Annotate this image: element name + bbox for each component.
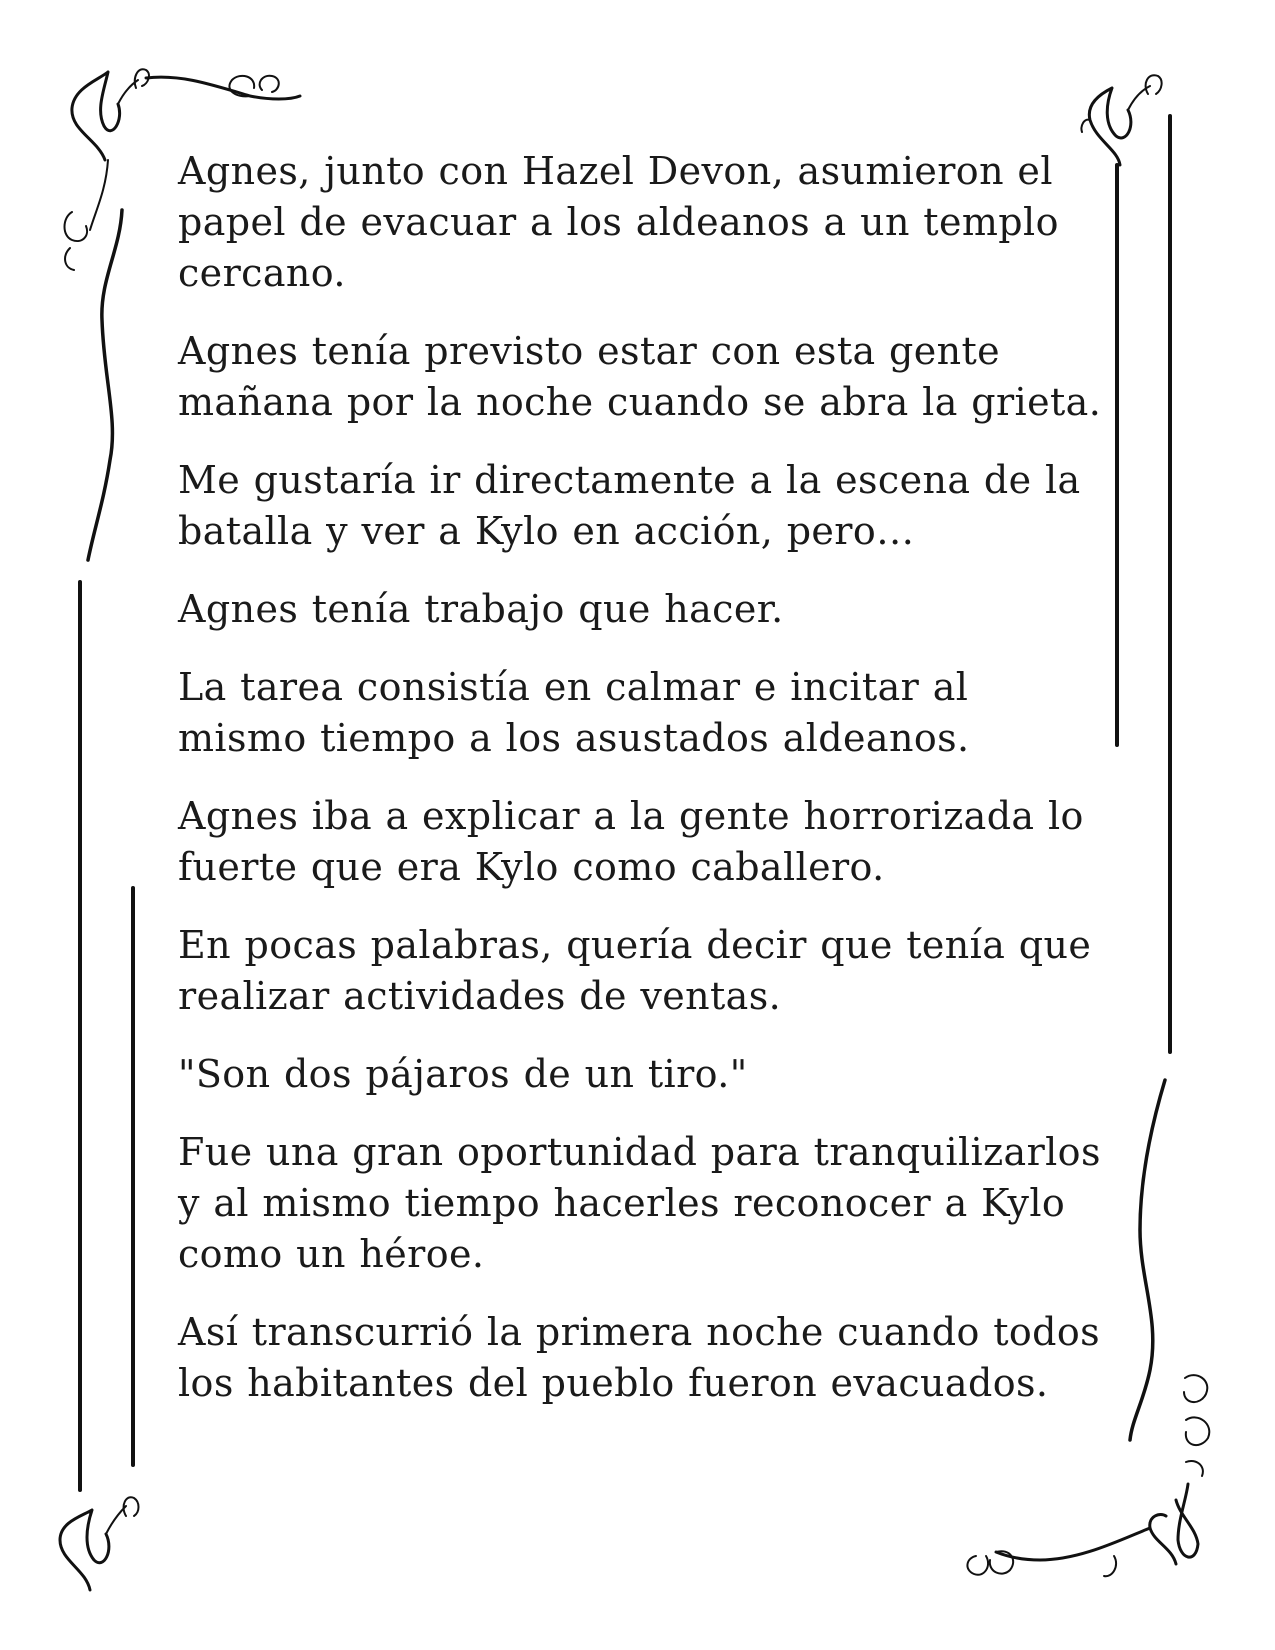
paragraph-8: "Son dos pájaros de un tiro." (178, 1052, 748, 1096)
paragraph-7: En pocas palabras, quería decir que tenía que realizar actividades de ventas. (178, 923, 1092, 1018)
paragraph-5: La tarea consistía en calmar e incitar al mismo tiempo a los asustados aldeanos. (178, 665, 970, 760)
text-column (178, 146, 1108, 1436)
paragraph-6: Agnes iba a explicar a la gente horrorizada lo fuerte que era Kylo como caballero. (178, 794, 1084, 889)
paragraph-3: Me gustaría ir directamente a la escena de la batalla y ver a Kylo en acción, pero… (178, 458, 1081, 553)
paragraph-4: Agnes tenía trabajo que hacer. (178, 587, 784, 631)
paragraph-10: Así transcurrió la primera noche cuando todos los habitantes del pueblo fueron evacuados. (178, 1310, 1101, 1405)
corner-flourish-bottom-left (60, 1497, 139, 1590)
paragraph-9: Fue una gran oportunidad para tranquilizarlos y al mismo tiempo hacerles reconocer a Kylo como un héroe. (178, 1130, 1101, 1276)
paragraph-1: Agnes, junto con Hazel Devon, asumieron el papel de evacuar a los aldeanos a un templo cercano. (178, 149, 1059, 295)
paragraph-2: Agnes tenía previsto estar con esta gente mañana por la noche cuando se abra la grieta. (178, 329, 1102, 424)
